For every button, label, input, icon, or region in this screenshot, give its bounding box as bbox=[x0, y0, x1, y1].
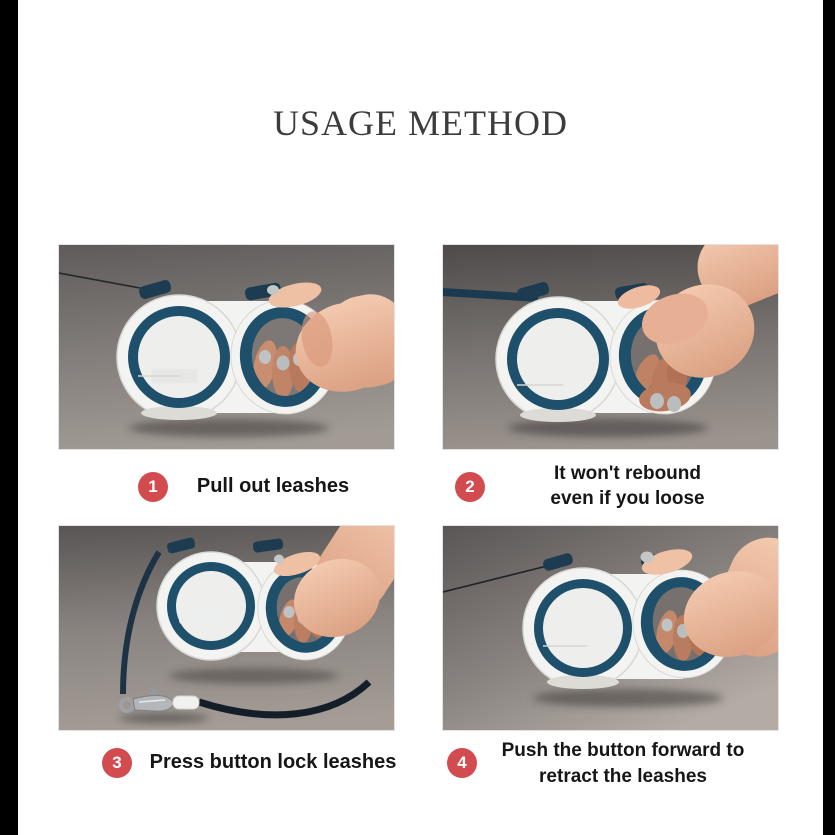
page-title: USAGE METHOD bbox=[273, 103, 568, 143]
caption-line: even if you loose bbox=[550, 488, 705, 509]
caption-line: It won't rebound bbox=[554, 463, 701, 484]
thumbnail bbox=[274, 555, 284, 564]
step-3-photo bbox=[58, 525, 395, 731]
leash-illustration-2 bbox=[443, 245, 778, 449]
thumbnail bbox=[267, 285, 279, 295]
fingernail bbox=[259, 350, 271, 364]
leash-illustration-4 bbox=[443, 526, 778, 730]
left-pillarbox-bar bbox=[0, 0, 18, 835]
device-shadow bbox=[129, 419, 329, 437]
fingernail bbox=[667, 396, 681, 412]
device-shadow bbox=[533, 689, 723, 707]
device-shadow bbox=[169, 668, 339, 684]
right-pillarbox-bar bbox=[823, 0, 835, 835]
step-1-photo bbox=[58, 244, 395, 450]
step-1-caption bbox=[168, 475, 378, 498]
fingernail bbox=[650, 393, 664, 409]
step-2-caption bbox=[515, 461, 740, 511]
step-4-number-badge: 4 bbox=[447, 748, 477, 778]
caption-line: Pull out leashes bbox=[196, 475, 350, 497]
step-1-number-badge: 1 bbox=[138, 472, 168, 502]
leash-illustration-3 bbox=[59, 526, 394, 730]
thumbnail bbox=[641, 552, 654, 563]
caption-line: Push the button forward to bbox=[501, 740, 745, 761]
caption-line: retract the leashes bbox=[539, 766, 707, 787]
step-4-caption bbox=[498, 738, 748, 790]
step-4-photo bbox=[442, 525, 779, 731]
step-3-caption bbox=[148, 751, 398, 774]
leash-illustration-1 bbox=[59, 245, 394, 449]
strap-sleeve bbox=[173, 696, 199, 709]
hook-shadow bbox=[119, 713, 209, 723]
device-shadow bbox=[508, 419, 708, 437]
step-3-number-badge: 3 bbox=[102, 748, 132, 778]
caption-line: Press button lock leashes bbox=[149, 751, 397, 773]
step-2-photo bbox=[442, 244, 779, 450]
step-2-number-badge: 2 bbox=[455, 472, 485, 502]
